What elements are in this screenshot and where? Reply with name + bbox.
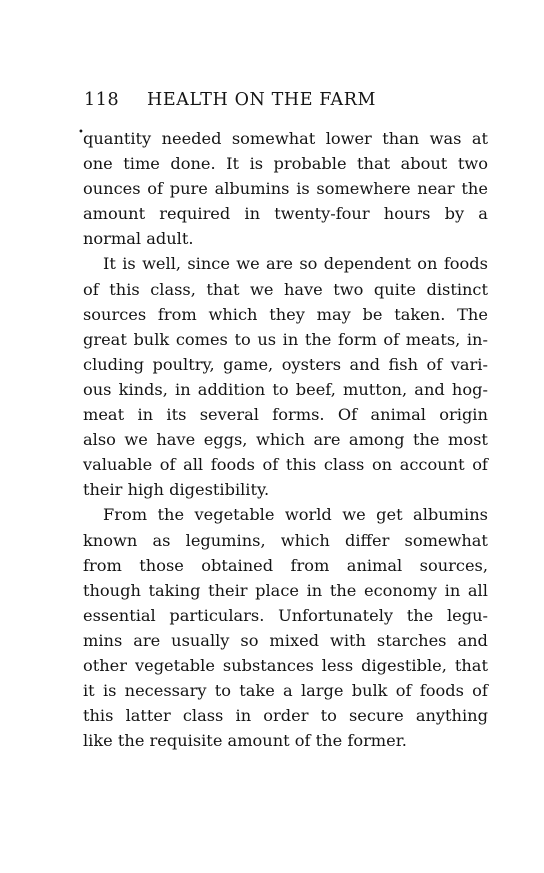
text-line: meat in its several forms. Of animal origin [83, 405, 488, 425]
text-line: amount required in twenty-four hours by a [83, 204, 488, 224]
text-line: also we have eggs, which are among the most [83, 430, 488, 450]
text-line: of this class, that we have two quite distinct [83, 279, 488, 299]
body-text [83, 126, 488, 753]
text-line: mins are usually so mixed with starches and [83, 630, 488, 650]
paragraph [83, 251, 488, 502]
running-head: HEALTH ON THE FARM [147, 90, 377, 110]
text-line: one time done. It is probable that about two [83, 154, 488, 174]
paragraph [83, 126, 488, 251]
text-line: this latter class in order to secure anything [83, 706, 488, 726]
paragraph [83, 502, 488, 753]
text-line: quantity needed somewhat lower than was at [83, 129, 488, 148]
page-header [84, 90, 484, 116]
text-line: It is well, since we are so dependent on foods [103, 254, 488, 274]
text-line: From the vegetable world we get albumins [103, 505, 488, 525]
text-line: from those obtained from animal sources, [83, 555, 488, 575]
page-number: 118 [84, 90, 120, 110]
text-line: known as legumins, which differ somewhat [83, 530, 488, 550]
text-line: other vegetable substances less digestible, that [83, 655, 488, 675]
text-line: essential particulars. Unfortunately the legu- [83, 605, 488, 625]
ink-speck: • [78, 127, 84, 138]
text-line: ounces of pure albumins is somewhere near the [83, 179, 488, 199]
text-line: great bulk comes to us in the form of meats, in- [83, 329, 488, 349]
text-line: their high digestibility. [83, 480, 270, 500]
text-line: normal adult. [83, 229, 194, 249]
text-line: cluding poultry, game, oysters and fish of vari- [83, 354, 488, 374]
text-line: sources from which they may be taken. The [83, 304, 488, 324]
text-line: valuable of all foods of this class on account of [83, 455, 488, 475]
text-line: though taking their place in the economy in all [83, 580, 488, 600]
text-line: ous kinds, in addition to beef, mutton, and hog- [83, 379, 488, 399]
text-line: it is necessary to take a large bulk of foods of [83, 681, 488, 701]
text-line: like the requisite amount of the former. [83, 731, 407, 751]
